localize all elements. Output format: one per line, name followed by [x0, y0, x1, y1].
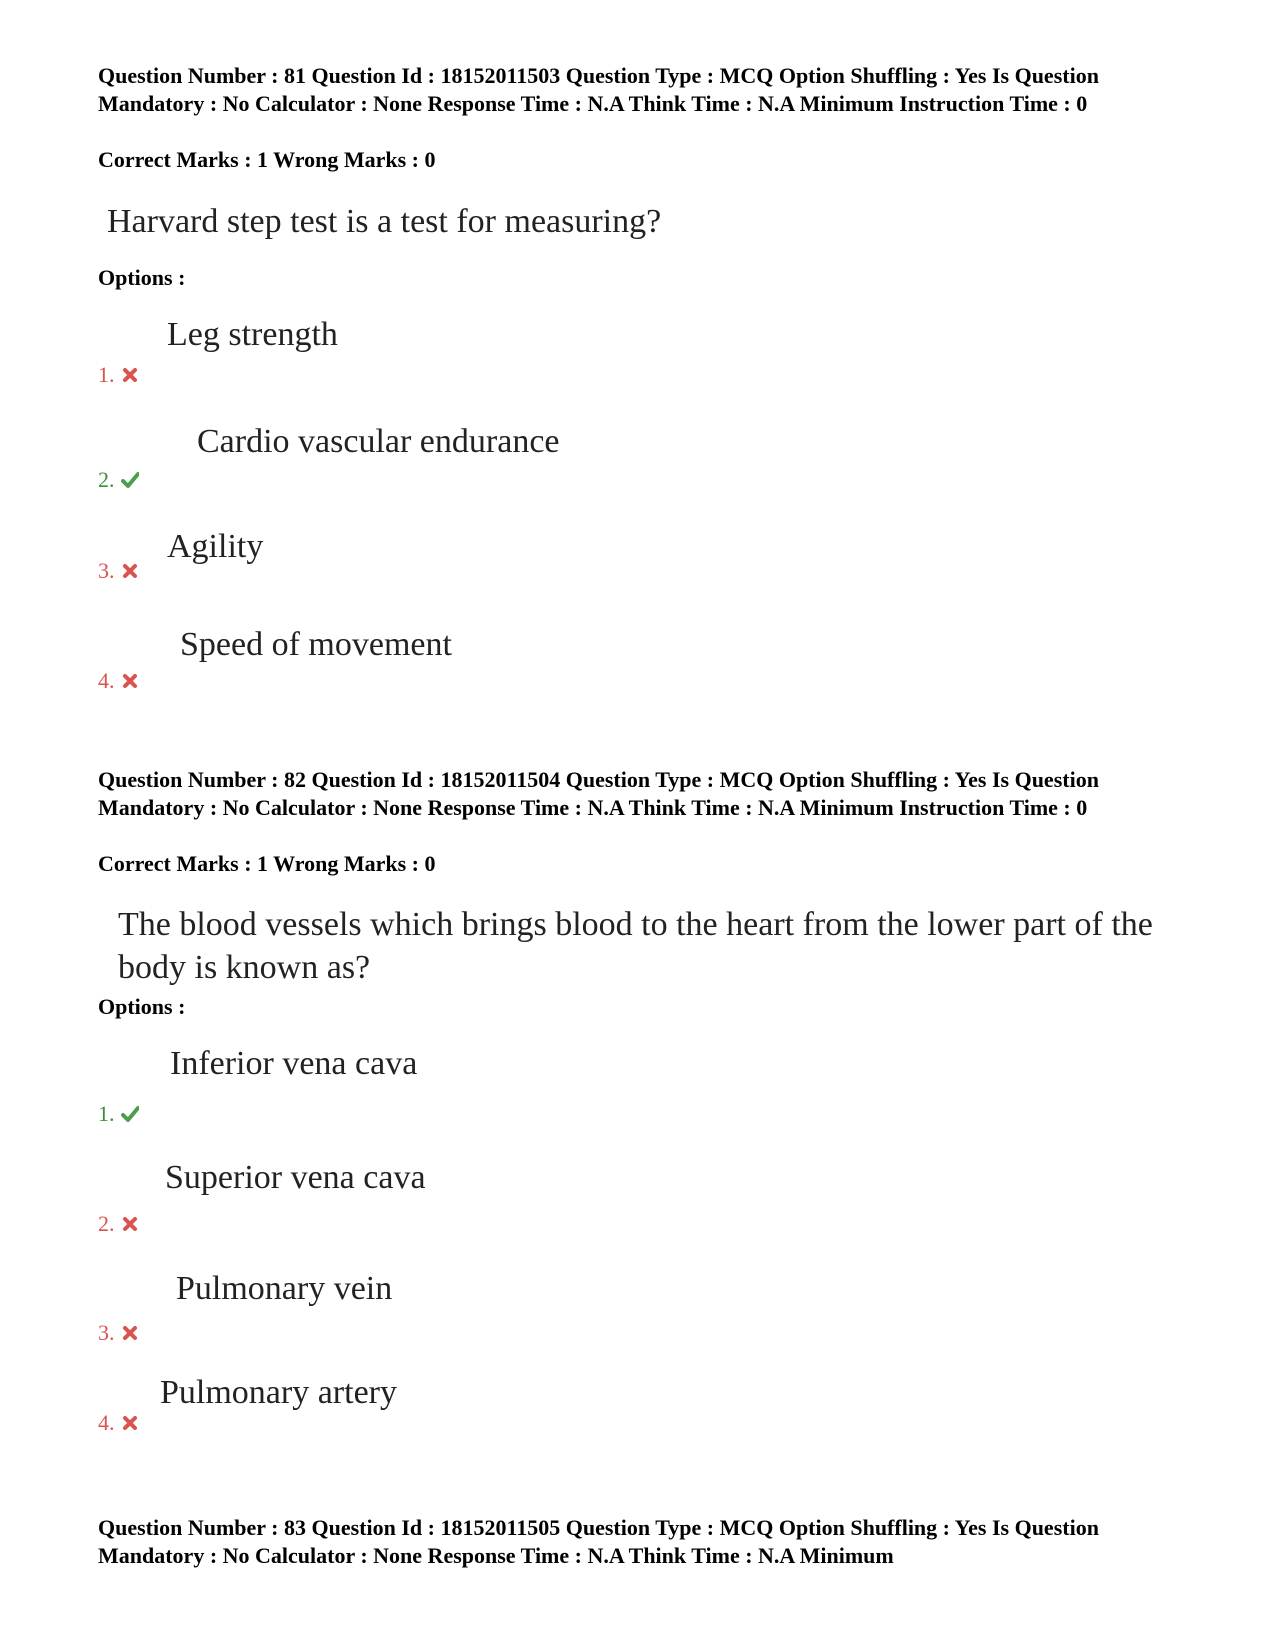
question-81-option-2-text: Cardio vascular endurance — [197, 423, 560, 460]
option-number: 1. — [98, 1101, 115, 1126]
option-number: 2. — [98, 467, 115, 492]
question-81-option-3-text: Agility — [167, 528, 264, 565]
option-number: 4. — [98, 1410, 115, 1435]
option-number: 4. — [98, 668, 115, 693]
question-82-option-3 — [98, 1320, 139, 1346]
question-81-option-2 — [98, 467, 139, 493]
question-81-marks: Correct Marks : 1 Wrong Marks : 0 — [98, 147, 436, 172]
option-number: 2. — [98, 1211, 115, 1236]
correct-icon — [121, 1105, 139, 1123]
question-82-option-4 — [98, 1410, 139, 1436]
wrong-icon — [121, 1324, 139, 1342]
question-82-option-2 — [98, 1211, 139, 1237]
question-82-option-1 — [98, 1101, 139, 1127]
question-82-text: The blood vessels which brings blood to the heart from the lower part of the body is known as? — [118, 906, 1153, 986]
wrong-icon — [121, 366, 139, 384]
wrong-icon — [121, 672, 139, 690]
question-81-option-1 — [98, 362, 139, 388]
option-number: 3. — [98, 558, 115, 583]
question-81-option-4 — [98, 668, 139, 694]
question-81-text: Harvard step test is a test for measuring? — [107, 203, 662, 240]
wrong-icon — [121, 562, 139, 580]
question-82-option-2-text: Superior vena cava — [165, 1159, 426, 1196]
question-82-marks: Correct Marks : 1 Wrong Marks : 0 — [98, 851, 436, 876]
question-81-option-4-text: Speed of movement — [180, 626, 452, 663]
question-82-option-4-text: Pulmonary artery — [160, 1374, 397, 1411]
option-number: 3. — [98, 1320, 115, 1345]
question-82-meta: Question Number : 82 Question Id : 18152011504 Question Type : MCQ Option Shuffling : Yes Is Question Mandatory : No Calculator : None Response Time : N.A Think Time : N.A Minimum Instruction Time : 0 — [98, 767, 1099, 820]
question-81-option-3 — [98, 558, 139, 584]
question-81-options-label: Options : — [98, 265, 186, 290]
question-81-meta: Question Number : 81 Question Id : 18152011503 Question Type : MCQ Option Shuffling : Yes Is Question Mandatory : No Calculator : None Response Time : N.A Think Time : N.A Minimum Instruction Time : 0 — [98, 63, 1099, 116]
wrong-icon — [121, 1414, 139, 1432]
correct-icon — [121, 471, 139, 489]
wrong-icon — [121, 1215, 139, 1233]
question-82-option-1-text: Inferior vena cava — [170, 1045, 418, 1082]
option-number: 1. — [98, 362, 115, 387]
question-82-options-label: Options : — [98, 994, 186, 1019]
question-81-option-1-text: Leg strength — [167, 316, 338, 353]
question-82-option-3-text: Pulmonary vein — [176, 1270, 393, 1307]
question-83-meta: Question Number : 83 Question Id : 18152011505 Question Type : MCQ Option Shuffling : Yes Is Question Mandatory : No Calculator : None Response Time : N.A Think Time : N.A Minimum — [98, 1515, 1099, 1568]
